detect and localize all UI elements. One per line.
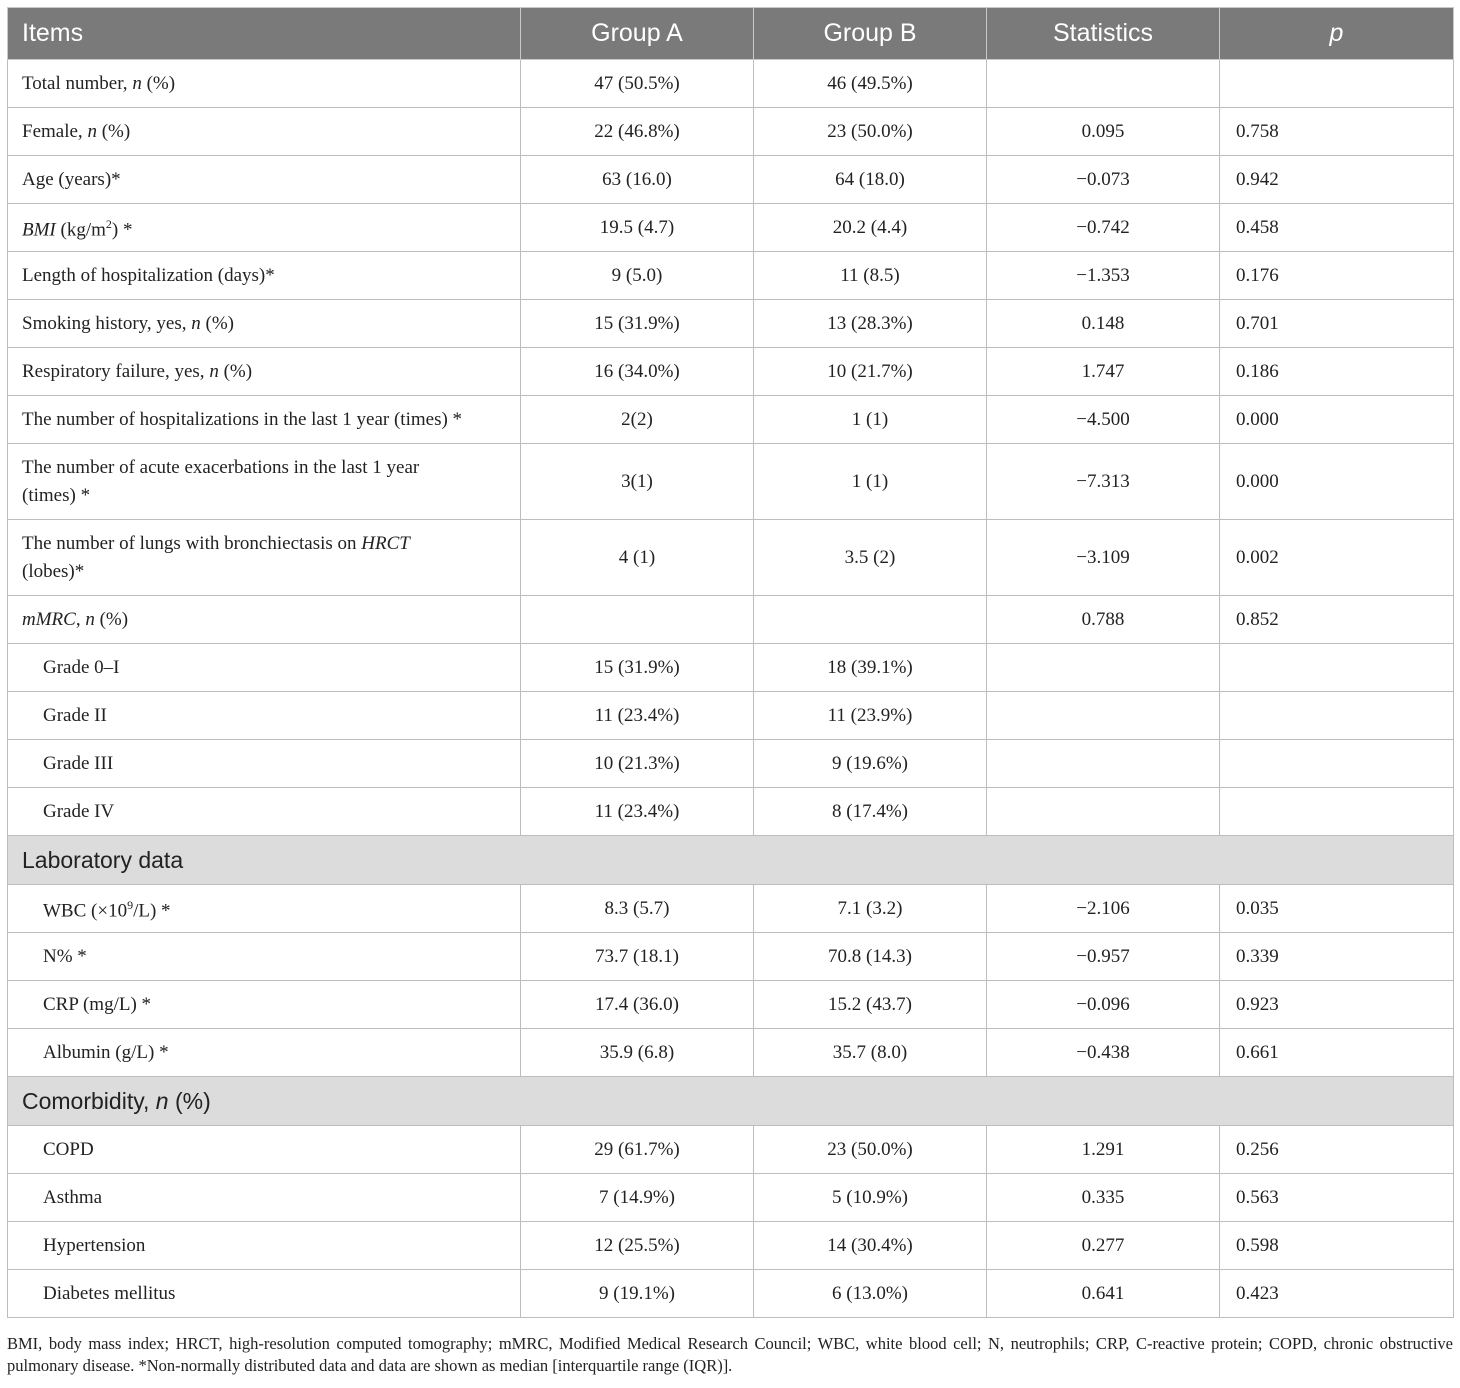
statistics-value: −0.073 [987, 156, 1220, 204]
statistics-value [987, 788, 1220, 836]
table-row [8, 885, 1454, 933]
p-value: 0.000 [1220, 396, 1454, 444]
table-row [8, 108, 1454, 156]
row-label: Total number, n (%) [8, 60, 521, 108]
row-label: Grade II [8, 692, 521, 740]
section-row-comorbidity [8, 1077, 1454, 1126]
statistics-value: −1.353 [987, 252, 1220, 300]
p-value: 0.923 [1220, 981, 1454, 1029]
section-title-comorbidity: Comorbidity, n (%) [8, 1077, 1454, 1126]
table-row [8, 1126, 1454, 1174]
p-value: 0.339 [1220, 933, 1454, 981]
table-row [8, 300, 1454, 348]
table-row [8, 692, 1454, 740]
group-a-value: 2(2) [521, 396, 754, 444]
group-b-value: 64 (18.0) [754, 156, 987, 204]
group-b-value: 1 (1) [754, 396, 987, 444]
group-b-value: 8 (17.4%) [754, 788, 987, 836]
section-title-laboratory: Laboratory data [8, 836, 1454, 885]
p-value: 0.661 [1220, 1029, 1454, 1077]
group-a-value: 73.7 (18.1) [521, 933, 754, 981]
statistics-value: −0.096 [987, 981, 1220, 1029]
group-b-value: 1 (1) [754, 444, 987, 520]
group-a-value: 35.9 (6.8) [521, 1029, 754, 1077]
table-row [8, 60, 1454, 108]
group-a-value: 10 (21.3%) [521, 740, 754, 788]
group-b-value: 35.7 (8.0) [754, 1029, 987, 1077]
statistics-value: −4.500 [987, 396, 1220, 444]
group-a-value: 9 (19.1%) [521, 1270, 754, 1318]
group-b-value: 23 (50.0%) [754, 1126, 987, 1174]
statistics-value: 1.747 [987, 348, 1220, 396]
row-label: Hypertension [8, 1222, 521, 1270]
group-b-value: 18 (39.1%) [754, 644, 987, 692]
group-b-value: 11 (8.5) [754, 252, 987, 300]
table-row [8, 348, 1454, 396]
statistics-value: 0.335 [987, 1174, 1220, 1222]
statistics-value: 0.148 [987, 300, 1220, 348]
row-label: Respiratory failure, yes, n (%) [8, 348, 521, 396]
group-b-value: 6 (13.0%) [754, 1270, 987, 1318]
statistics-value: 0.277 [987, 1222, 1220, 1270]
group-a-value: 63 (16.0) [521, 156, 754, 204]
header-group-a: Group A [521, 8, 754, 60]
group-a-value: 8.3 (5.7) [521, 885, 754, 933]
row-label: BMI $(kg/m^2)$ * [8, 204, 521, 252]
p-value: 0.852 [1220, 596, 1454, 644]
group-a-value: 3(1) [521, 444, 754, 520]
statistics-value [987, 740, 1220, 788]
table-header-row [8, 8, 1454, 60]
p-value [1220, 644, 1454, 692]
group-b-value: 10 (21.7%) [754, 348, 987, 396]
statistics-value: 0.788 [987, 596, 1220, 644]
p-value: 0.942 [1220, 156, 1454, 204]
header-group-b: Group B [754, 8, 987, 60]
statistics-value: 1.291 [987, 1126, 1220, 1174]
row-label: Diabetes mellitus [8, 1270, 521, 1318]
statistics-value: −3.109 [987, 520, 1220, 596]
p-value: 0.563 [1220, 1174, 1454, 1222]
header-items: Items [8, 8, 521, 60]
row-label: Female, n (%) [8, 108, 521, 156]
p-value: 0.423 [1220, 1270, 1454, 1318]
table-row [8, 596, 1454, 644]
group-a-value: 12 (25.5%) [521, 1222, 754, 1270]
p-value: 0.256 [1220, 1126, 1454, 1174]
row-label: mMRC, n (%) [8, 596, 521, 644]
statistics-value [987, 644, 1220, 692]
row-label: Length of hospitalization (days)* [8, 252, 521, 300]
row-label: N% * [8, 933, 521, 981]
statistics-value: 0.095 [987, 108, 1220, 156]
row-label: CRP (mg/L) * [8, 981, 521, 1029]
statistics-value: −0.438 [987, 1029, 1220, 1077]
row-label: Grade IV [8, 788, 521, 836]
table-row [8, 644, 1454, 692]
group-a-value: 15 (31.9%) [521, 300, 754, 348]
group-b-value: 70.8 (14.3) [754, 933, 987, 981]
group-b-value [754, 596, 987, 644]
group-b-value: 7.1 (3.2) [754, 885, 987, 933]
group-a-value: 9 (5.0) [521, 252, 754, 300]
table-row [8, 444, 1454, 520]
row-label: The number of hospitalizations in the last 1 year (times) * [8, 396, 521, 444]
group-a-value: 11 (23.4%) [521, 788, 754, 836]
table-row [8, 1029, 1454, 1077]
p-value: 0.176 [1220, 252, 1454, 300]
table-row [8, 933, 1454, 981]
row-label: Grade 0–I [8, 644, 521, 692]
table-row [8, 740, 1454, 788]
row-label: Grade III [8, 740, 521, 788]
statistics-value [987, 60, 1220, 108]
table-row [8, 252, 1454, 300]
statistics-value: −7.313 [987, 444, 1220, 520]
group-a-value: 7 (14.9%) [521, 1174, 754, 1222]
statistics-value: −0.742 [987, 204, 1220, 252]
group-b-value: 15.2 (43.7) [754, 981, 987, 1029]
row-label: Albumin (g/L) * [8, 1029, 521, 1077]
group-a-value: 16 (34.0%) [521, 348, 754, 396]
section-row-laboratory [8, 836, 1454, 885]
group-a-value: 29 (61.7%) [521, 1126, 754, 1174]
statistics-value: −2.106 [987, 885, 1220, 933]
p-value: 0.598 [1220, 1222, 1454, 1270]
footnote-text: BMI, body mass index; HRCT, high-resolution computed tomography; mMRC, Modified Medical Research Council; WBC, white blood cell; N, neutrophils; CRP, C-reactive protein; COPD, chronic obstructive pulmonary disease. *Non-normally distributed data and data are shown as median [interquartile range (IQR)]. [7, 1334, 1453, 1375]
group-a-value: 17.4 (36.0) [521, 981, 754, 1029]
row-label: COPD [8, 1126, 521, 1174]
table-row [8, 981, 1454, 1029]
p-value [1220, 60, 1454, 108]
group-b-value: 13 (28.3%) [754, 300, 987, 348]
table-row [8, 156, 1454, 204]
p-value: 0.758 [1220, 108, 1454, 156]
row-label: WBC $(\times 10^9/L)$ * [8, 885, 521, 933]
p-value: 0.186 [1220, 348, 1454, 396]
p-value [1220, 740, 1454, 788]
row-label: The number of lungs with bronchiectasis on HRCT (lobes)* [8, 520, 521, 596]
row-label: Asthma [8, 1174, 521, 1222]
p-value: 0.035 [1220, 885, 1454, 933]
group-b-value: 11 (23.9%) [754, 692, 987, 740]
group-a-value: 4 (1) [521, 520, 754, 596]
group-b-value: 23 (50.0%) [754, 108, 987, 156]
baseline-characteristics-table [7, 7, 1454, 1318]
p-value: 0.458 [1220, 204, 1454, 252]
group-a-value: 47 (50.5%) [521, 60, 754, 108]
group-a-value [521, 596, 754, 644]
group-a-value: 15 (31.9%) [521, 644, 754, 692]
table-row [8, 1174, 1454, 1222]
group-b-value: 9 (19.6%) [754, 740, 987, 788]
header-statistics: Statistics [987, 8, 1220, 60]
table-row [8, 788, 1454, 836]
group-b-value: 46 (49.5%) [754, 60, 987, 108]
baseline-table-container [7, 7, 1453, 1318]
group-a-value: 19.5 (4.7) [521, 204, 754, 252]
statistics-value [987, 692, 1220, 740]
group-b-value: 5 (10.9%) [754, 1174, 987, 1222]
row-label: Age (years)* [8, 156, 521, 204]
row-label: Smoking history, yes, n (%) [8, 300, 521, 348]
p-value: 0.000 [1220, 444, 1454, 520]
group-b-value: 14 (30.4%) [754, 1222, 987, 1270]
group-a-value: 11 (23.4%) [521, 692, 754, 740]
header-p: p [1220, 8, 1454, 60]
group-a-value: 22 (46.8%) [521, 108, 754, 156]
statistics-value: 0.641 [987, 1270, 1220, 1318]
table-row [8, 1270, 1454, 1318]
p-value: 0.002 [1220, 520, 1454, 596]
statistics-value: −0.957 [987, 933, 1220, 981]
p-value: 0.701 [1220, 300, 1454, 348]
group-b-value: 20.2 (4.4) [754, 204, 987, 252]
table-row [8, 520, 1454, 596]
table-row [8, 396, 1454, 444]
table-row [8, 1222, 1454, 1270]
table-footnote [7, 1333, 1453, 1377]
p-value [1220, 788, 1454, 836]
p-value [1220, 692, 1454, 740]
table-row [8, 204, 1454, 252]
row-label: The number of acute exacerbations in the last 1 year (times) * [8, 444, 521, 520]
group-b-value: 3.5 (2) [754, 520, 987, 596]
